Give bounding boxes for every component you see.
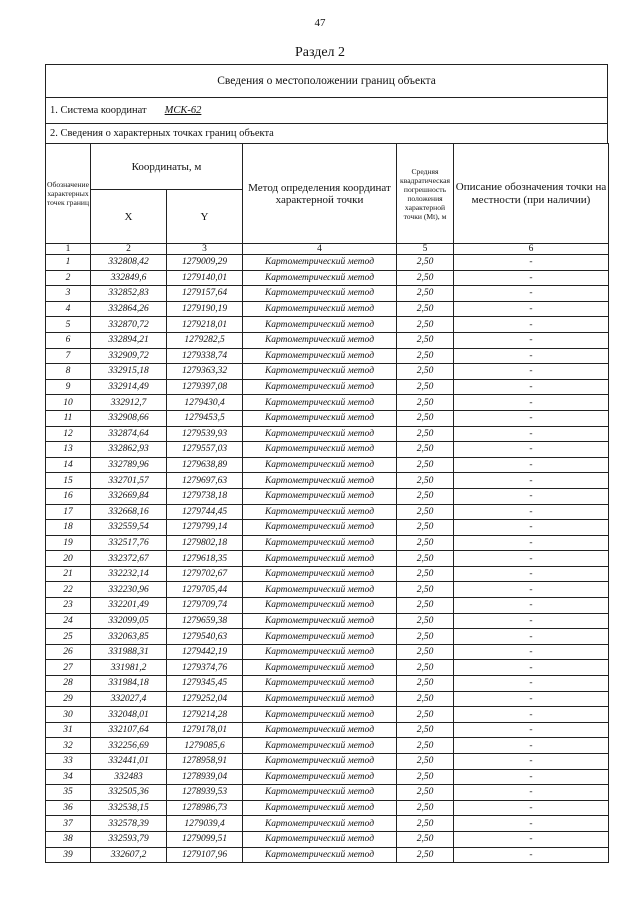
method: Картометрический метод [243, 660, 397, 676]
table-row [46, 769, 609, 785]
section-title: Раздел 2 [294, 45, 346, 60]
error-value: 2,50 [397, 738, 454, 754]
coord-y: 1279702,67 [167, 566, 243, 582]
method: Картометрический метод [243, 831, 397, 847]
column-number: 3 [167, 244, 243, 255]
coord-x: 332063,85 [91, 629, 167, 645]
error-value: 2,50 [397, 785, 454, 801]
error-value: 2,50 [397, 566, 454, 582]
point-id: 17 [46, 504, 91, 520]
description: - [454, 426, 609, 442]
table-row [46, 410, 609, 426]
error-value: 2,50 [397, 769, 454, 785]
coord-y: 1279009,29 [167, 255, 243, 271]
column-number: 1 [46, 244, 91, 255]
point-id: 5 [46, 317, 91, 333]
coord-x: 332538,15 [91, 800, 167, 816]
point-id: 18 [46, 520, 91, 536]
description: - [454, 286, 609, 302]
description: - [454, 598, 609, 614]
error-value: 2,50 [397, 847, 454, 863]
error-value: 2,50 [397, 535, 454, 551]
point-id: 26 [46, 644, 91, 660]
description: - [454, 629, 609, 645]
description: - [454, 488, 609, 504]
coord-system-label: 1. Система координат [50, 105, 147, 116]
coord-y: 1279218,01 [167, 317, 243, 333]
coord-y: 1279345,45 [167, 676, 243, 692]
coord-y: 1279397,08 [167, 379, 243, 395]
method: Картометрический метод [243, 286, 397, 302]
coord-x: 332483 [91, 769, 167, 785]
coord-x: 332808,42 [91, 255, 167, 271]
description: - [454, 800, 609, 816]
table-row [46, 286, 609, 302]
point-id: 11 [46, 410, 91, 426]
error-value: 2,50 [397, 332, 454, 348]
coord-x: 332862,93 [91, 442, 167, 458]
table-row [46, 379, 609, 395]
method: Картометрический метод [243, 816, 397, 832]
table-row [46, 582, 609, 598]
coord-x: 332372,67 [91, 551, 167, 567]
coord-x: 332870,72 [91, 317, 167, 333]
points-table [45, 143, 609, 863]
description: - [454, 754, 609, 770]
method: Картометрический метод [243, 457, 397, 473]
table-row [46, 785, 609, 801]
coord-x: 332593,79 [91, 831, 167, 847]
table-row [46, 598, 609, 614]
description: - [454, 348, 609, 364]
error-value: 2,50 [397, 754, 454, 770]
table-row [46, 270, 609, 286]
description: - [454, 364, 609, 380]
table-row [46, 660, 609, 676]
point-id: 9 [46, 379, 91, 395]
method: Картометрический метод [243, 613, 397, 629]
coord-y: 1279453,5 [167, 410, 243, 426]
header-x: X [91, 190, 167, 244]
method: Картометрический метод [243, 410, 397, 426]
header-description: Описание обозначения точки на местности (при наличии) [454, 144, 609, 244]
method: Картометрический метод [243, 270, 397, 286]
error-value: 2,50 [397, 644, 454, 660]
coord-x: 332701,57 [91, 473, 167, 489]
coord-x: 332559,54 [91, 520, 167, 536]
table-row [46, 644, 609, 660]
point-id: 3 [46, 286, 91, 302]
table-row [46, 707, 609, 723]
coord-x: 332668,16 [91, 504, 167, 520]
table-row [46, 348, 609, 364]
description: - [454, 301, 609, 317]
table-row [46, 629, 609, 645]
description: - [454, 644, 609, 660]
coord-x: 332201,49 [91, 598, 167, 614]
table-row [46, 332, 609, 348]
header-coords: Координаты, м [91, 144, 243, 190]
coord-x: 331984,18 [91, 676, 167, 692]
error-value: 2,50 [397, 831, 454, 847]
point-id: 16 [46, 488, 91, 504]
table-row [46, 722, 609, 738]
error-value: 2,50 [397, 520, 454, 536]
point-id: 35 [46, 785, 91, 801]
coord-x: 332914,49 [91, 379, 167, 395]
point-id: 10 [46, 395, 91, 411]
coord-y: 1279363,32 [167, 364, 243, 380]
table-row [46, 301, 609, 317]
coord-y: 1278986,73 [167, 800, 243, 816]
error-value: 2,50 [397, 816, 454, 832]
method: Картометрический метод [243, 301, 397, 317]
boundary-table-frame [45, 64, 608, 863]
error-value: 2,50 [397, 691, 454, 707]
coord-x: 332908,66 [91, 410, 167, 426]
header-y: Y [167, 190, 243, 244]
method: Картометрический метод [243, 395, 397, 411]
point-id: 27 [46, 660, 91, 676]
description: - [454, 582, 609, 598]
error-value: 2,50 [397, 629, 454, 645]
coord-y: 1279085,6 [167, 738, 243, 754]
description: - [454, 785, 609, 801]
description: - [454, 270, 609, 286]
method: Картометрический метод [243, 754, 397, 770]
error-value: 2,50 [397, 800, 454, 816]
method: Картометрический метод [243, 800, 397, 816]
page-number: 47 [314, 17, 326, 29]
table-row [46, 535, 609, 551]
description: - [454, 707, 609, 723]
method: Картометрический метод [243, 504, 397, 520]
method: Картометрический метод [243, 255, 397, 271]
table-row [46, 754, 609, 770]
description: - [454, 332, 609, 348]
table-row [46, 613, 609, 629]
description: - [454, 847, 609, 863]
method: Картометрический метод [243, 332, 397, 348]
description: - [454, 473, 609, 489]
point-id: 28 [46, 676, 91, 692]
point-id: 6 [46, 332, 91, 348]
coord-x: 332849,6 [91, 270, 167, 286]
coord-x: 332441,01 [91, 754, 167, 770]
coord-y: 1279659,38 [167, 613, 243, 629]
table-row [46, 364, 609, 380]
error-value: 2,50 [397, 473, 454, 489]
error-value: 2,50 [397, 488, 454, 504]
description: - [454, 535, 609, 551]
coord-y: 1279099,51 [167, 831, 243, 847]
point-id: 25 [46, 629, 91, 645]
description: - [454, 395, 609, 411]
point-id: 21 [46, 566, 91, 582]
coord-y: 1279738,18 [167, 488, 243, 504]
coord-y: 1278939,04 [167, 769, 243, 785]
description: - [454, 660, 609, 676]
method: Картометрический метод [243, 551, 397, 567]
description: - [454, 551, 609, 567]
error-value: 2,50 [397, 598, 454, 614]
table-row [46, 676, 609, 692]
coord-x: 332230,96 [91, 582, 167, 598]
description: - [454, 676, 609, 692]
coord-y: 1278939,53 [167, 785, 243, 801]
point-id: 1 [46, 255, 91, 271]
point-id: 20 [46, 551, 91, 567]
column-number: 2 [91, 244, 167, 255]
description: - [454, 691, 609, 707]
method: Картометрический метод [243, 348, 397, 364]
coord-y: 1279557,03 [167, 442, 243, 458]
point-id: 2 [46, 270, 91, 286]
coord-y: 1279338,74 [167, 348, 243, 364]
coord-y: 1279214,28 [167, 707, 243, 723]
column-number: 4 [243, 244, 397, 255]
table-row [46, 457, 609, 473]
coord-x: 332912,7 [91, 395, 167, 411]
method: Картометрический метод [243, 722, 397, 738]
error-value: 2,50 [397, 255, 454, 271]
column-number: 6 [454, 244, 609, 255]
method: Картометрический метод [243, 379, 397, 395]
coord-x: 332909,72 [91, 348, 167, 364]
point-id: 37 [46, 816, 91, 832]
method: Картометрический метод [243, 676, 397, 692]
header-error: Средняя квадратическая погрешность положения характерной точки (Mt), м [397, 144, 454, 244]
method: Картометрический метод [243, 473, 397, 489]
column-numbers-row [46, 244, 609, 255]
table-title: Сведения о местоположении границ объекта [45, 64, 608, 97]
description: - [454, 255, 609, 271]
coord-x: 332874,64 [91, 426, 167, 442]
error-value: 2,50 [397, 551, 454, 567]
method: Картометрический метод [243, 535, 397, 551]
description: - [454, 722, 609, 738]
coord-y: 1279802,18 [167, 535, 243, 551]
method: Картометрический метод [243, 442, 397, 458]
coord-x: 332852,83 [91, 286, 167, 302]
method: Картометрический метод [243, 582, 397, 598]
point-id: 24 [46, 613, 91, 629]
coord-x: 332517,76 [91, 535, 167, 551]
coord-x: 331981,2 [91, 660, 167, 676]
error-value: 2,50 [397, 364, 454, 380]
coord-x: 332607,2 [91, 847, 167, 863]
coord-y: 1279697,63 [167, 473, 243, 489]
table-row [46, 504, 609, 520]
coord-y: 1279282,5 [167, 332, 243, 348]
error-value: 2,50 [397, 582, 454, 598]
table-row [46, 691, 609, 707]
method: Картометрический метод [243, 364, 397, 380]
coord-system-value: МСК-62 [164, 105, 202, 116]
error-value: 2,50 [397, 270, 454, 286]
description: - [454, 520, 609, 536]
method: Картометрический метод [243, 644, 397, 660]
error-value: 2,50 [397, 504, 454, 520]
description: - [454, 410, 609, 426]
description: - [454, 379, 609, 395]
coord-y: 1279374,76 [167, 660, 243, 676]
coord-y: 1279430,4 [167, 395, 243, 411]
table-row [46, 473, 609, 489]
point-id: 7 [46, 348, 91, 364]
coord-x: 332505,36 [91, 785, 167, 801]
method: Картометрический метод [243, 488, 397, 504]
coord-x: 332232,14 [91, 566, 167, 582]
description: - [454, 769, 609, 785]
coord-x: 332099,05 [91, 613, 167, 629]
method: Картометрический метод [243, 317, 397, 333]
coord-y: 1279157,64 [167, 286, 243, 302]
coord-y: 1279190,19 [167, 301, 243, 317]
method: Картометрический метод [243, 598, 397, 614]
point-id: 12 [46, 426, 91, 442]
column-number: 5 [397, 244, 454, 255]
error-value: 2,50 [397, 676, 454, 692]
coord-y: 1279539,93 [167, 426, 243, 442]
coord-y: 1279442,19 [167, 644, 243, 660]
coord-y: 1279638,89 [167, 457, 243, 473]
point-id: 36 [46, 800, 91, 816]
header-designation: Обозначение характерных точек границ [46, 144, 91, 244]
method: Картометрический метод [243, 847, 397, 863]
point-id: 13 [46, 442, 91, 458]
table-row [46, 520, 609, 536]
coord-y: 1279540,63 [167, 629, 243, 645]
description: - [454, 442, 609, 458]
coord-x: 332669,84 [91, 488, 167, 504]
error-value: 2,50 [397, 457, 454, 473]
point-id: 39 [46, 847, 91, 863]
coord-x: 332256,69 [91, 738, 167, 754]
coord-y: 1279618,35 [167, 551, 243, 567]
description: - [454, 504, 609, 520]
table-row [46, 831, 609, 847]
point-id: 29 [46, 691, 91, 707]
point-id: 4 [46, 301, 91, 317]
coord-y: 1279709,74 [167, 598, 243, 614]
method: Картометрический метод [243, 707, 397, 723]
point-id: 34 [46, 769, 91, 785]
method: Картометрический метод [243, 785, 397, 801]
description: - [454, 816, 609, 832]
table-row [46, 442, 609, 458]
method: Картометрический метод [243, 520, 397, 536]
method: Картометрический метод [243, 769, 397, 785]
points-table-body [46, 255, 609, 863]
error-value: 2,50 [397, 301, 454, 317]
method: Картометрический метод [243, 691, 397, 707]
method: Картометрический метод [243, 426, 397, 442]
error-value: 2,50 [397, 707, 454, 723]
error-value: 2,50 [397, 317, 454, 333]
point-id: 32 [46, 738, 91, 754]
error-value: 2,50 [397, 395, 454, 411]
coord-y: 1279107,96 [167, 847, 243, 863]
point-id: 19 [46, 535, 91, 551]
coord-y: 1279252,04 [167, 691, 243, 707]
table-row [46, 255, 609, 271]
coord-y: 1279705,44 [167, 582, 243, 598]
coord-y: 1278958,91 [167, 754, 243, 770]
coord-x: 332789,96 [91, 457, 167, 473]
coord-x: 332107,64 [91, 722, 167, 738]
method: Картометрический метод [243, 738, 397, 754]
error-value: 2,50 [397, 660, 454, 676]
point-id: 22 [46, 582, 91, 598]
point-id: 38 [46, 831, 91, 847]
coord-system-row [45, 97, 608, 123]
table-row [46, 738, 609, 754]
table-row [46, 847, 609, 863]
point-id: 33 [46, 754, 91, 770]
coord-x: 332578,39 [91, 816, 167, 832]
coord-x: 332048,01 [91, 707, 167, 723]
point-id: 15 [46, 473, 91, 489]
table-row [46, 426, 609, 442]
coord-y: 1279799,14 [167, 520, 243, 536]
description: - [454, 613, 609, 629]
method: Картометрический метод [243, 629, 397, 645]
coord-x: 332864,26 [91, 301, 167, 317]
coord-x: 331988,31 [91, 644, 167, 660]
error-value: 2,50 [397, 348, 454, 364]
coord-x: 332915,18 [91, 364, 167, 380]
description: - [454, 831, 609, 847]
description: - [454, 738, 609, 754]
table-row [46, 800, 609, 816]
coord-y: 1279039,4 [167, 816, 243, 832]
table-row [46, 816, 609, 832]
error-value: 2,50 [397, 426, 454, 442]
description: - [454, 566, 609, 582]
error-value: 2,50 [397, 442, 454, 458]
point-id: 23 [46, 598, 91, 614]
points-label: 2. Сведения о характерных точках границ объекта [45, 123, 608, 143]
error-value: 2,50 [397, 379, 454, 395]
coord-x: 332027,4 [91, 691, 167, 707]
error-value: 2,50 [397, 410, 454, 426]
table-row [46, 566, 609, 582]
error-value: 2,50 [397, 286, 454, 302]
error-value: 2,50 [397, 613, 454, 629]
description: - [454, 457, 609, 473]
coord-y: 1279744,45 [167, 504, 243, 520]
table-row [46, 488, 609, 504]
table-row [46, 551, 609, 567]
point-id: 31 [46, 722, 91, 738]
point-id: 14 [46, 457, 91, 473]
table-row [46, 395, 609, 411]
coord-x: 332894,21 [91, 332, 167, 348]
coord-y: 1279140,01 [167, 270, 243, 286]
description: - [454, 317, 609, 333]
error-value: 2,50 [397, 722, 454, 738]
coord-y: 1279178,01 [167, 722, 243, 738]
point-id: 8 [46, 364, 91, 380]
point-id: 30 [46, 707, 91, 723]
table-row [46, 317, 609, 333]
header-method: Метод определения координат характерной точки [243, 144, 397, 244]
method: Картометрический метод [243, 566, 397, 582]
